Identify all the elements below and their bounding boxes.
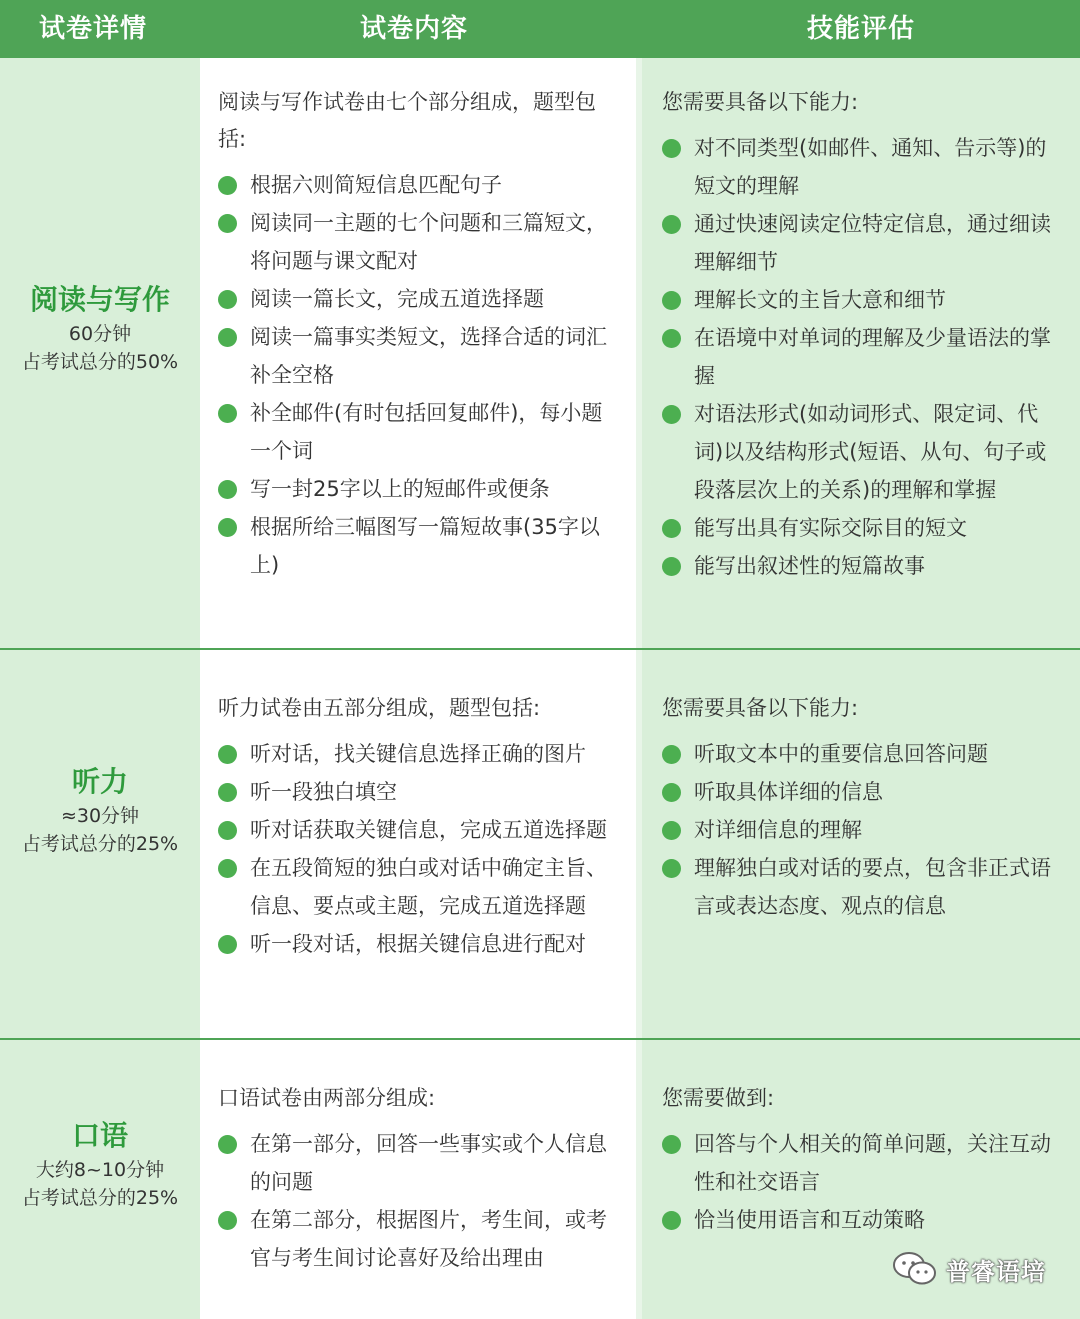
header-exam-details: 试卷详情 (38, 14, 147, 44)
list-item: 对详细信息的理解 (662, 811, 1062, 849)
list-item: 对不同类型(如邮件、通知、告示等)的短文的理解 (662, 129, 1062, 205)
skills-cell (642, 650, 1080, 1038)
content-list (218, 166, 622, 584)
skills-list (662, 735, 1062, 925)
section-info-cell (0, 1040, 200, 1319)
list-item: 根据六则简短信息匹配句子 (218, 166, 622, 204)
list-item: 在第一部分，回答一些事实或个人信息的问题 (218, 1125, 622, 1201)
section-info-cell (0, 650, 200, 1038)
header-exam-content: 试卷内容 (359, 14, 468, 44)
bullet-icon (662, 405, 681, 424)
bullet-icon (662, 519, 681, 538)
watermark (892, 1249, 1046, 1289)
list-item: 听取文本中的重要信息回答问题 (662, 735, 1062, 773)
skills-cell (642, 58, 1080, 648)
content-intro: 听力试卷由五部分组成，题型包括: (218, 696, 541, 720)
bullet-icon (662, 1135, 681, 1154)
row-reading-writing (0, 58, 1080, 648)
content-list (218, 1125, 622, 1277)
skills-intro: 您需要具备以下能力: (662, 696, 859, 720)
bullet-icon (662, 859, 681, 878)
section-weight: 占考试总分的25% (21, 833, 179, 855)
list-item: 听一段独白填空 (218, 773, 622, 811)
section-duration: ≈30分钟 (60, 805, 140, 827)
list-item: 理解长文的主旨大意和细节 (662, 281, 1062, 319)
bullet-icon (218, 1211, 237, 1230)
bullet-icon (218, 745, 237, 764)
bullet-icon (662, 329, 681, 348)
bullet-icon (218, 404, 237, 423)
bullet-icon (662, 139, 681, 158)
list-item: 通过快速阅读定位特定信息，通过细读理解细节 (662, 205, 1062, 281)
wechat-icon (892, 1251, 938, 1287)
list-item: 能写出叙述性的短篇故事 (662, 547, 1062, 585)
bullet-icon (218, 935, 237, 954)
section-title: 口语 (71, 1119, 128, 1152)
header-skill-assessment: 技能评估 (806, 14, 915, 44)
bullet-icon (662, 215, 681, 234)
section-info-cell (0, 58, 200, 648)
list-item: 对语法形式(如动词形式、限定词、代词)以及结构形式(短语、从句、句子或段落层次上的关系)的理解和掌握 (662, 395, 1062, 509)
bullet-icon (218, 328, 237, 347)
bullet-icon (218, 859, 237, 878)
bullet-icon (218, 783, 237, 802)
bullet-icon (218, 1135, 237, 1154)
content-intro: 阅读与写作试卷由七个部分组成，题型包括: (218, 90, 596, 151)
bullet-icon (218, 290, 237, 309)
bullet-icon (218, 518, 237, 537)
list-item: 恰当使用语言和互动策略 (662, 1201, 1062, 1239)
skills-list (662, 1125, 1062, 1239)
list-item: 阅读同一主题的七个问题和三篇短文，将问题与课文配对 (218, 204, 622, 280)
content-list (218, 735, 622, 963)
skills-list (662, 129, 1062, 585)
list-item: 根据所给三幅图写一篇短故事(35字以上) (218, 508, 622, 584)
skills-intro: 您需要做到: (662, 1086, 775, 1110)
list-item: 阅读一篇事实类短文，选择合适的词汇补全空格 (218, 318, 622, 394)
bullet-icon (218, 176, 237, 195)
bullet-icon (218, 480, 237, 499)
list-item: 听取具体详细的信息 (662, 773, 1062, 811)
list-item: 补全邮件(有时包括回复邮件)，每小题一个词 (218, 394, 622, 470)
list-item: 写一封25字以上的短邮件或便条 (218, 470, 622, 508)
list-item: 阅读一篇长文，完成五道选择题 (218, 280, 622, 318)
content-cell (200, 1040, 642, 1319)
bullet-icon (662, 745, 681, 764)
bullet-icon (662, 783, 681, 802)
section-weight: 占考试总分的50% (21, 351, 179, 373)
bullet-icon (662, 557, 681, 576)
list-item: 理解独白或对话的要点，包含非正式语言或表达态度、观点的信息 (662, 849, 1062, 925)
section-duration: 60分钟 (68, 323, 132, 345)
section-title: 阅读与写作 (29, 283, 170, 316)
bullet-icon (218, 821, 237, 840)
section-duration: 大约8~10分钟 (35, 1159, 165, 1181)
bullet-icon (662, 291, 681, 310)
bullet-icon (218, 214, 237, 233)
row-listening (0, 650, 1080, 1038)
content-cell (200, 58, 642, 648)
list-item: 能写出具有实际交际目的短文 (662, 509, 1062, 547)
table-header (0, 0, 1080, 58)
list-item: 听对话，找关键信息选择正确的图片 (218, 735, 622, 773)
content-intro: 口语试卷由两部分组成: (218, 1086, 436, 1110)
section-weight: 占考试总分的25% (21, 1187, 179, 1209)
list-item: 听一段对话，根据关键信息进行配对 (218, 925, 622, 963)
bullet-icon (662, 1211, 681, 1230)
skills-intro: 您需要具备以下能力: (662, 90, 859, 114)
list-item: 在第二部分，根据图片，考生间，或考官与考生间讨论喜好及给出理由 (218, 1201, 622, 1277)
content-cell (200, 650, 642, 1038)
list-item: 听对话获取关键信息，完成五道选择题 (218, 811, 622, 849)
bullet-icon (662, 821, 681, 840)
list-item: 回答与个人相关的简单问题，关注互动性和社交语言 (662, 1125, 1062, 1201)
list-item: 在语境中对单词的理解及少量语法的掌握 (662, 319, 1062, 395)
list-item: 在五段简短的独白或对话中确定主旨、信息、要点或主题，完成五道选择题 (218, 849, 622, 925)
watermark-text: 普睿语培 (946, 1257, 1046, 1286)
section-title: 听力 (71, 765, 128, 798)
